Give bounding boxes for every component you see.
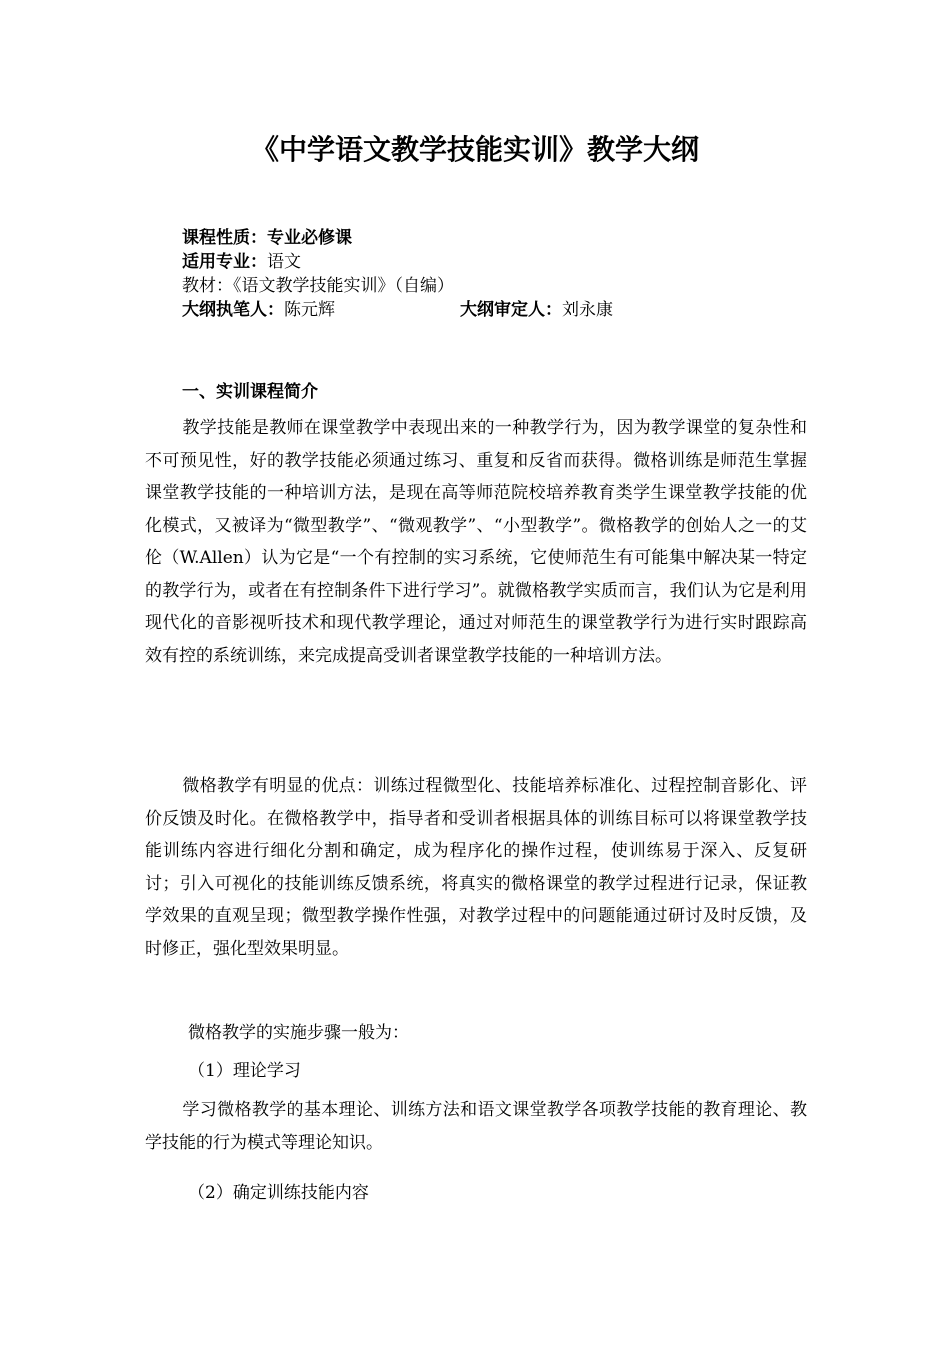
major-value: 语文 xyxy=(267,252,301,272)
reviewer-group xyxy=(460,298,613,322)
reviewer-value: 刘永康 xyxy=(562,300,613,320)
course-nature-value: 专业必修课 xyxy=(267,228,352,248)
paragraph-2: 微格教学有明显的优点：训练过程微型化、技能培养标准化、过程控制音影化、评价反馈及时化。在微格教学中，指导者和受训者根据具体的训练目标可以将课堂教学技能训练内容进行细化分割和确定，成为程序化的操作过程，使训练易于深入、反复研讨；引入可视化的技能训练反馈系统，将真实的微格课堂的教学过程进行记录，保证教学效果的直观呈现；微型教学操作性强，对教学过程中的问题能通过研讨及时反馈，及时修正，强化型效果明显。 xyxy=(145,776,807,959)
course-nature-label: 课程性质： xyxy=(182,228,267,248)
step-1-title: （1）理论学习 xyxy=(188,1061,301,1081)
step-2-title: （2）确定训练技能内容 xyxy=(188,1183,369,1203)
document-title: 《中学语文教学技能实训》教学大纲 xyxy=(250,133,699,166)
course-nature-row xyxy=(182,226,352,250)
step-1-text: 学习微格教学的基本理论、训练方法和语文课堂教学各项教学技能的教育理论、教学技能的行为模式等理论知识。 xyxy=(145,1100,807,1153)
major-label: 适用专业： xyxy=(182,252,267,272)
paragraph-1: 教学技能是教师在课堂教学中表现出来的一种教学行为，因为教学课堂的复杂性和不可预见性，好的教学技能必须通过练习、重复和反省而获得。微格训练是师范生掌握课堂教学技能的一种培训方法，是现在高等师范院校培养教育类学生课堂教学技能的优化模式，又被译为“微型教学”、“微观教学”、“小型教学”。微格教学的创始人之一的艾伦（W.Allen）认为它是“一个有控制的实习系统，它使师范生有可能集中解决某一特定的教学行为，或者在有控制条件下进行学习”。就微格教学实质而言，我们认为它是利用现代化的音影视听技术和现代教学理论，通过对师范生的课堂教学行为进行实时跟踪高效有控的系统训练，来完成提高受训者课堂教学技能的一种培训方法。 xyxy=(145,418,807,666)
textbook-row xyxy=(182,274,454,298)
textbook-label: 教材： xyxy=(182,276,233,296)
section-heading: 一、实训课程简介 xyxy=(182,382,318,402)
reviewer-label: 大纲审定人： xyxy=(460,300,562,320)
textbook-value: 《语文教学技能实训》（自编） xyxy=(233,276,454,296)
major-row xyxy=(182,250,301,274)
author-row xyxy=(182,298,782,322)
author-value: 陈元辉 xyxy=(284,300,335,320)
steps-intro: 微格教学的实施步骤一般为： xyxy=(188,1023,409,1043)
author-label: 大纲执笔人： xyxy=(182,300,284,320)
